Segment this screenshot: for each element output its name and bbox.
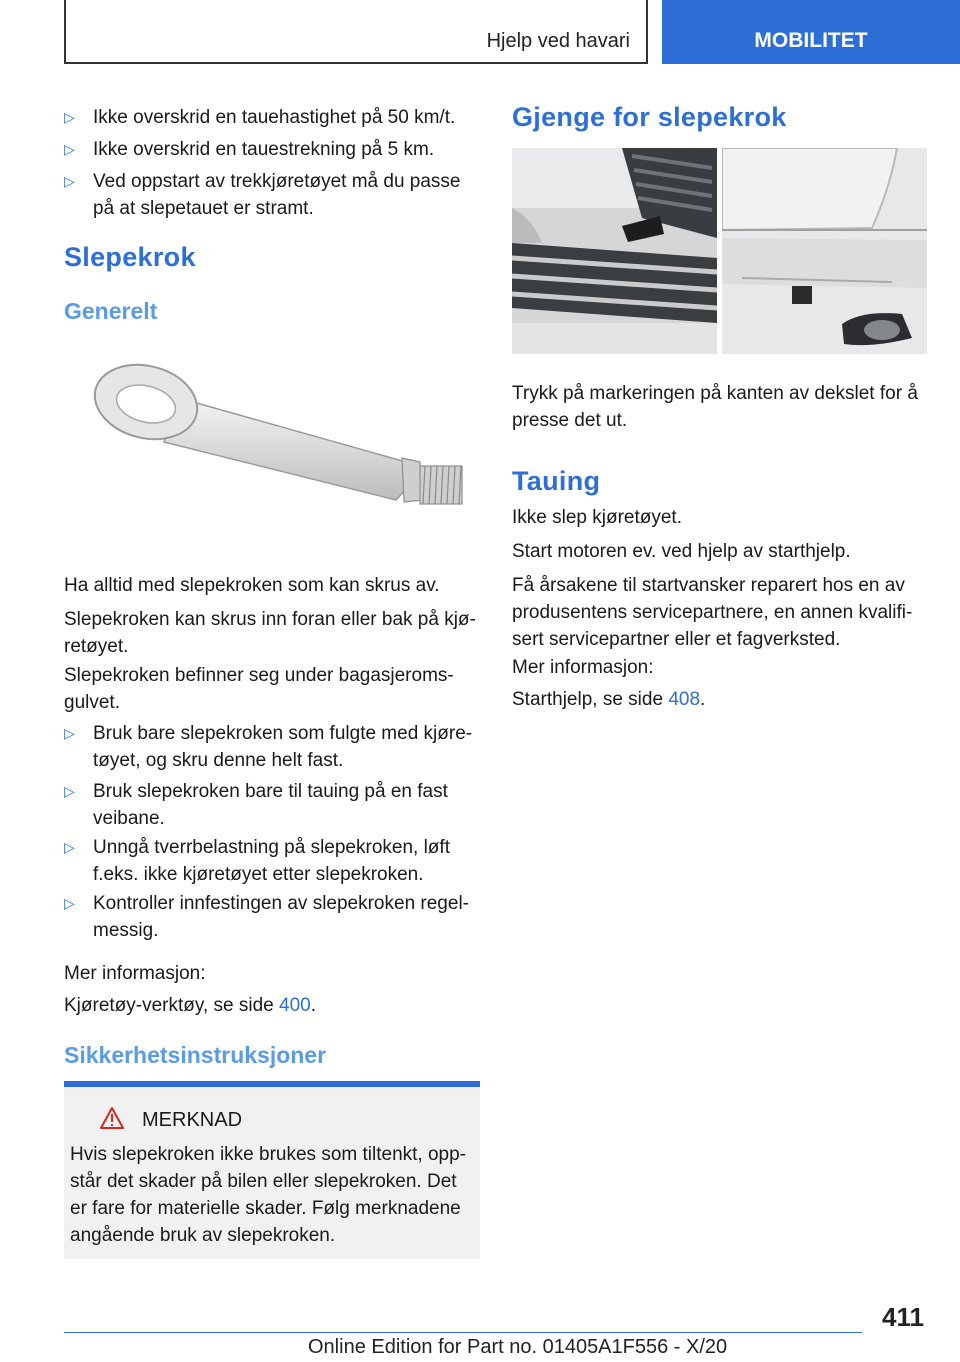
paragraph: Ha alltid med slepekroken som kan skrus av.: [64, 575, 440, 596]
triangle-bullet-icon: ▷: [64, 141, 75, 157]
warning-note-box: [64, 1081, 480, 1259]
page-link-400[interactable]: 400: [279, 995, 311, 1016]
tow-hook-illustration: [84, 350, 474, 550]
triangle-bullet-icon: ▷: [64, 109, 75, 125]
header-section-title: Hjelp ved havari: [486, 30, 630, 52]
heading-tauing: Tauing: [512, 466, 601, 496]
edition-footer: Online Edition for Part no. 01405A1F556 - X/20: [308, 1336, 728, 1358]
warning-triangle-icon: [100, 1107, 124, 1129]
triangle-bullet-icon: ▷: [64, 895, 75, 911]
list-item: ▷ Ikke overskrid en tauehastighet på 50 km/t.: [64, 104, 480, 131]
paragraph: Slepekroken kan skrus inn foran eller bak på kjø-retøyet.: [64, 609, 476, 657]
list-item: ▷ Kontroller innfestingen av slepekroken regel-messig.: [64, 890, 480, 944]
page-number: 411: [882, 1302, 924, 1332]
more-info-label: Mer informasjon:: [64, 963, 206, 984]
list-item: ▷ Bruk bare slepekroken som fulgte med kjøre-tøyet, og skru denne helt fast.: [64, 720, 480, 774]
list-item: ▷ Ved oppstart av trekkjøretøyet må du passe på at slepetauet er stramt.: [64, 168, 474, 222]
paragraph: Start motoren ev. ved hjelp av starthjelp.: [512, 541, 851, 562]
heading-generelt: Generelt: [64, 298, 158, 324]
note-title: MERKNAD: [142, 1109, 243, 1131]
cross-reference: Starthjelp, se side 408.: [512, 689, 706, 710]
heading-slepekrok: Slepekrok: [64, 242, 196, 272]
paragraph: Få årsakene til startvansker reparert hos en av produsentens servicepartnere, en annen kvalifi-sert servicepartner eller et fagverksted.: [512, 575, 913, 650]
triangle-bullet-icon: ▷: [64, 839, 75, 855]
note-body: Hvis slepekroken ikke brukes som tiltenkt, opp-står det skader på bilen eller slepekroken. Det er fare for materielle skader. Følg merknadene angående bruk av slepekroken.: [70, 1144, 466, 1246]
triangle-bullet-icon: ▷: [64, 173, 75, 189]
list-item: ▷ Ikke overskrid en tauestrekning på 5 km.: [64, 136, 480, 163]
triangle-bullet-icon: ▷: [64, 783, 75, 799]
triangle-bullet-icon: ▷: [64, 725, 75, 741]
car-front-bumper-photo: [512, 148, 717, 354]
car-rear-bumper-photo: [722, 148, 927, 354]
heading-sikkerhetsinstruksjoner: Sikkerhetsinstruksjoner: [64, 1042, 327, 1068]
list-item: ▷ Unngå tverrbelastning på slepekroken, løft f.eks. ikke kjøretøyet etter slepekroken.: [64, 834, 480, 888]
paragraph: Trykk på markeringen på kanten av dekslet for å presse det ut.: [512, 383, 918, 431]
heading-gjenge-for-slepekrok: Gjenge for slepekrok: [512, 102, 787, 132]
paragraph: Slepekroken befinner seg under bagasjeroms-gulvet.: [64, 665, 454, 713]
page-link-408[interactable]: 408: [668, 689, 701, 710]
paragraph: Ikke slep kjøretøyet.: [512, 507, 682, 528]
list-item: ▷ Bruk slepekroken bare til tauing på en fast veibane.: [64, 778, 480, 832]
more-info-label: Mer informasjon:: [512, 657, 654, 678]
footer-divider: [64, 1332, 862, 1333]
cross-reference: Kjøretøy-verktøy, se side 400.: [64, 995, 316, 1016]
header-chapter-tab[interactable]: MOBILITET: [662, 0, 960, 64]
